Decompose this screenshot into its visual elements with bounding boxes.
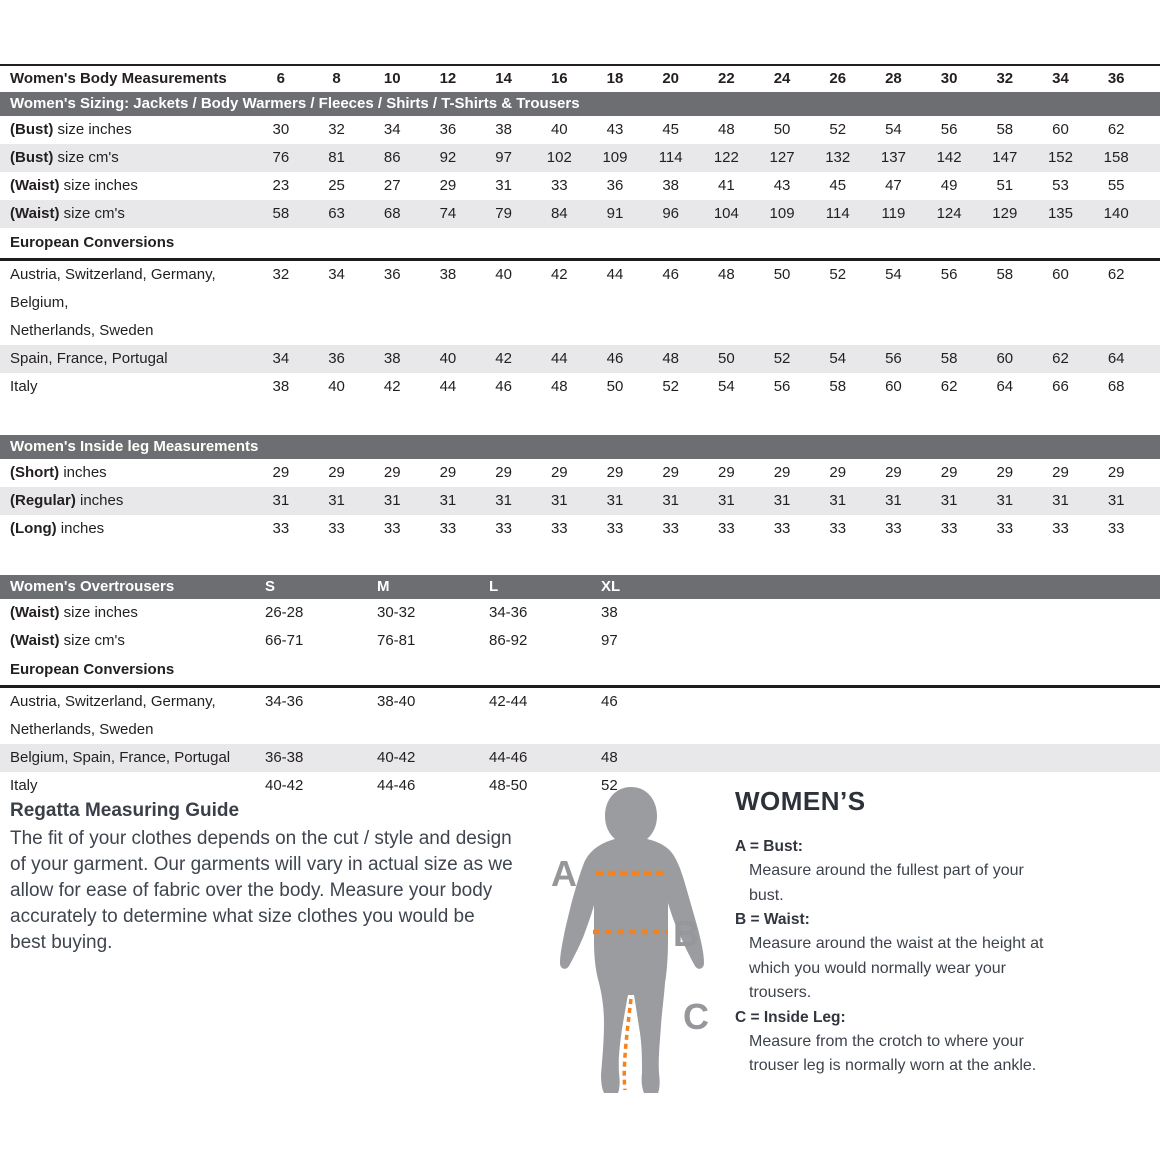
value-cell: 45 bbox=[662, 121, 679, 138]
row-label: Italy bbox=[10, 777, 38, 794]
value-cell: 31 bbox=[718, 492, 735, 509]
value-cell: 42 bbox=[383, 378, 401, 395]
value-cell: 114 bbox=[825, 205, 850, 222]
inside-leg-bar bbox=[0, 435, 1160, 459]
sizing-categories-bar bbox=[0, 92, 1160, 116]
value-cell: 58 bbox=[829, 378, 847, 395]
inside-leg-table bbox=[0, 435, 1160, 543]
size-column-header: 26 bbox=[829, 70, 847, 87]
row-label: (Regular) inches bbox=[10, 492, 124, 509]
value-cell: 29 bbox=[940, 464, 958, 481]
row-label: (Bust) size cm's bbox=[10, 149, 119, 166]
value-cell: 46 bbox=[662, 266, 679, 283]
row-label-line2: Netherlands, Sweden bbox=[10, 721, 154, 738]
value-cell: 33 bbox=[439, 520, 457, 537]
value-cell: 38 bbox=[439, 266, 457, 283]
value-cell: 86 bbox=[383, 149, 401, 166]
value-cell: 29 bbox=[1107, 464, 1125, 481]
size-column-header: 30 bbox=[940, 70, 958, 87]
value-cell: 29 bbox=[885, 464, 902, 481]
value-cell: 92 bbox=[439, 149, 457, 166]
row-label: (Waist) size cm's bbox=[10, 632, 125, 649]
value-cell: 142 bbox=[936, 149, 962, 166]
size-column-header: 16 bbox=[550, 70, 568, 87]
row-label: (Waist) size inches bbox=[10, 177, 138, 194]
value-cell: 29 bbox=[328, 464, 345, 481]
value-cell: 56 bbox=[773, 378, 791, 395]
value-cell: 36 bbox=[439, 121, 457, 138]
row-label: Belgium, Spain, France, Portugal bbox=[10, 749, 231, 766]
value-cell: 31 bbox=[383, 492, 401, 509]
instruction-desc: Measure around the fullest part of your bust. bbox=[749, 862, 1024, 904]
value-cell: 33 bbox=[383, 520, 401, 537]
value-cell: 50 bbox=[718, 350, 735, 367]
value-cell: 30-32 bbox=[377, 604, 416, 621]
value-cell: 33 bbox=[996, 520, 1014, 537]
instruction-desc: Measure around the waist at the height at which you would normally wear your trousers. bbox=[749, 935, 1044, 1001]
size-column-header: 8 bbox=[332, 70, 341, 87]
table-row bbox=[0, 116, 1160, 144]
row-label: Italy bbox=[10, 378, 38, 395]
measuring-guide-title: Regatta Measuring Guide bbox=[10, 800, 240, 821]
value-cell: 32 bbox=[328, 121, 345, 138]
value-cell: 33 bbox=[1052, 520, 1069, 537]
value-cell: 48 bbox=[718, 266, 735, 283]
value-cell: 62 bbox=[940, 378, 958, 395]
value-cell: 31 bbox=[495, 492, 512, 509]
value-cell: 33 bbox=[328, 520, 345, 537]
value-cell: 38-40 bbox=[377, 693, 416, 710]
value-cell: 40 bbox=[495, 266, 512, 283]
value-cell: 147 bbox=[992, 149, 1018, 166]
value-cell: 34 bbox=[328, 266, 345, 283]
value-cell: 60 bbox=[1052, 121, 1069, 138]
value-cell: 33 bbox=[940, 520, 958, 537]
inside-leg-measure-line bbox=[624, 999, 631, 1090]
value-cell: 50 bbox=[606, 378, 624, 395]
value-cell: 33 bbox=[1107, 520, 1125, 537]
size-column-header: 28 bbox=[885, 70, 902, 87]
value-cell: 109 bbox=[602, 149, 628, 166]
body-measurements-header-row bbox=[0, 66, 1160, 92]
value-cell: 62 bbox=[1107, 121, 1125, 138]
table-row bbox=[0, 459, 1160, 487]
value-cell: 31 bbox=[885, 492, 902, 509]
table-row bbox=[0, 261, 1160, 345]
overtrousers-table bbox=[0, 575, 1160, 800]
table-row bbox=[0, 744, 1160, 772]
value-cell: 31 bbox=[328, 492, 345, 509]
value-cell: 29 bbox=[495, 464, 512, 481]
value-cell: 52 bbox=[829, 121, 847, 138]
value-cell: 31 bbox=[495, 177, 512, 194]
value-cell: 29 bbox=[272, 464, 290, 481]
value-cell: 50 bbox=[773, 121, 791, 138]
row-label: Austria, Switzerland, Germany, Belgium, Netherlands, Sweden bbox=[0, 261, 253, 345]
value-cell: 33 bbox=[885, 520, 902, 537]
measurement-instructions bbox=[735, 786, 1155, 1079]
value-cell: 31 bbox=[606, 492, 624, 509]
size-column-header: 10 bbox=[383, 70, 401, 87]
figure-label-c: C bbox=[683, 996, 709, 1037]
table-title: Women's Body Measurements bbox=[10, 70, 227, 87]
value-cell: 42-44 bbox=[489, 693, 528, 710]
value-cell: 47 bbox=[885, 177, 902, 194]
value-cell: 81 bbox=[328, 149, 345, 166]
value-cell: 56 bbox=[885, 350, 902, 367]
value-cell: 33 bbox=[550, 177, 568, 194]
row-label: (Bust) size inches bbox=[10, 121, 132, 138]
value-cell: 53 bbox=[1052, 177, 1069, 194]
overtrousers-size-headers bbox=[253, 575, 701, 599]
inside-leg-rows bbox=[0, 459, 1160, 543]
size-header-cells bbox=[253, 66, 1144, 92]
value-cell: 52 bbox=[773, 350, 791, 367]
value-cell: 60 bbox=[996, 350, 1014, 367]
value-cell: 49 bbox=[940, 177, 958, 194]
value-cell: 38 bbox=[601, 604, 618, 621]
value-cell: 23 bbox=[272, 177, 290, 194]
overtrousers-european-conversions-heading: European Conversions bbox=[0, 655, 1160, 688]
row-label-line2: Netherlands, Sweden bbox=[10, 322, 154, 339]
value-cell: 104 bbox=[713, 205, 739, 222]
value-cell: 48 bbox=[662, 350, 679, 367]
size-column-header: L bbox=[489, 578, 499, 595]
value-cell: 86-92 bbox=[489, 632, 528, 649]
value-cell: 54 bbox=[829, 350, 847, 367]
european-conversion-rows bbox=[0, 261, 1160, 401]
value-cell: 43 bbox=[606, 121, 624, 138]
row-label: (Waist) size cm's bbox=[10, 205, 125, 222]
value-cell: 40-42 bbox=[377, 749, 416, 766]
figure-svg bbox=[543, 783, 721, 1113]
table-row bbox=[0, 515, 1160, 543]
value-cell: 29 bbox=[606, 464, 624, 481]
value-cell: 52 bbox=[662, 378, 679, 395]
value-cell: 29 bbox=[662, 464, 679, 481]
value-cell: 32 bbox=[272, 266, 290, 283]
value-cell: 122 bbox=[713, 149, 739, 166]
value-cell: 76-81 bbox=[377, 632, 416, 649]
value-cell: 54 bbox=[718, 378, 735, 395]
value-cell: 96 bbox=[662, 205, 679, 222]
value-cell: 40-42 bbox=[265, 777, 304, 794]
value-cell: 29 bbox=[718, 464, 735, 481]
table-row bbox=[0, 487, 1160, 515]
value-cell: 34-36 bbox=[265, 693, 304, 710]
body-measurements-table bbox=[0, 66, 1160, 401]
value-cell: 91 bbox=[606, 205, 624, 222]
value-cell: 127 bbox=[769, 149, 795, 166]
value-cell: 55 bbox=[1107, 177, 1125, 194]
value-cell: 33 bbox=[606, 520, 624, 537]
value-cell: 68 bbox=[383, 205, 401, 222]
value-cell: 135 bbox=[1047, 205, 1073, 222]
size-column-header: 36 bbox=[1107, 70, 1125, 87]
european-conversions-heading: European Conversions bbox=[0, 228, 1160, 261]
value-cell: 31 bbox=[272, 492, 290, 509]
instructions-heading: WOMEN’S bbox=[735, 786, 866, 816]
value-cell: 31 bbox=[940, 492, 958, 509]
value-cell: 31 bbox=[662, 492, 679, 509]
value-cell: 31 bbox=[773, 492, 791, 509]
value-cell: 48 bbox=[550, 378, 568, 395]
value-cell: 52 bbox=[601, 777, 618, 794]
value-cell: 29 bbox=[829, 464, 847, 481]
value-cell: 31 bbox=[550, 492, 568, 509]
value-cell: 29 bbox=[383, 464, 401, 481]
value-cell: 44 bbox=[606, 266, 624, 283]
value-cell: 44-46 bbox=[377, 777, 416, 794]
instruction-item-bust bbox=[735, 835, 1155, 908]
value-cell: 46 bbox=[495, 378, 512, 395]
value-cell: 56 bbox=[940, 121, 958, 138]
value-cell: 45 bbox=[829, 177, 847, 194]
table-row bbox=[0, 627, 1160, 655]
value-cell: 33 bbox=[272, 520, 290, 537]
value-cell: 31 bbox=[829, 492, 847, 509]
size-column-header: XL bbox=[601, 578, 621, 595]
value-cell: 62 bbox=[1052, 350, 1069, 367]
value-cell: 62 bbox=[1107, 266, 1125, 283]
value-cell: 38 bbox=[495, 121, 512, 138]
value-cell: 26-28 bbox=[265, 604, 304, 621]
value-cell: 40 bbox=[328, 378, 345, 395]
value-cell: 38 bbox=[662, 177, 679, 194]
table-row bbox=[0, 345, 1160, 373]
value-cell: 97 bbox=[495, 149, 512, 166]
size-column-header: M bbox=[377, 578, 390, 595]
value-cell: 44 bbox=[439, 378, 457, 395]
value-cell: 25 bbox=[328, 177, 345, 194]
inside-leg-bar-label: Women's Inside leg Measurements bbox=[10, 438, 259, 455]
value-cell: 58 bbox=[996, 266, 1014, 283]
instruction-item-waist bbox=[735, 908, 1155, 1006]
value-cell: 29 bbox=[996, 464, 1014, 481]
instruction-term: A = Bust: bbox=[735, 838, 803, 855]
row-label: (Long) inches bbox=[10, 520, 105, 537]
value-cell: 30 bbox=[272, 121, 290, 138]
value-cell: 36 bbox=[606, 177, 624, 194]
value-cell: 48 bbox=[718, 121, 735, 138]
value-cell: 36 bbox=[328, 350, 345, 367]
measuring-guide-text: The fit of your clothes depends on the cut / style and design of your garment. Our garments will vary in actual size as we allow for ease of fabric over the body. Measure your body accurately to determine what size clothes you would be best buying. bbox=[10, 828, 513, 953]
value-cell: 34-36 bbox=[489, 604, 528, 621]
value-cell: 34 bbox=[383, 121, 401, 138]
value-cell: 42 bbox=[550, 266, 568, 283]
value-cell: 44-46 bbox=[489, 749, 528, 766]
value-cell: 29 bbox=[439, 464, 457, 481]
value-cell: 40 bbox=[550, 121, 568, 138]
value-cell: 60 bbox=[1052, 266, 1069, 283]
value-cell: 68 bbox=[1107, 378, 1125, 395]
value-cell: 50 bbox=[773, 266, 791, 283]
figure-label-a: A bbox=[551, 853, 577, 894]
row-label: (Short) inches bbox=[10, 464, 107, 481]
value-cell: 129 bbox=[992, 205, 1018, 222]
value-cell: 29 bbox=[439, 177, 457, 194]
value-cell: 38 bbox=[383, 350, 401, 367]
value-cell: 119 bbox=[881, 205, 906, 222]
value-cell: 33 bbox=[829, 520, 847, 537]
value-cell: 124 bbox=[936, 205, 962, 222]
value-cell: 43 bbox=[773, 177, 791, 194]
instruction-term: B = Waist: bbox=[735, 911, 810, 928]
value-cell: 48 bbox=[601, 749, 618, 766]
size-column-header: 20 bbox=[662, 70, 679, 87]
size-column-header: 6 bbox=[276, 70, 286, 87]
measurement-figure bbox=[543, 783, 721, 1113]
value-cell: 114 bbox=[658, 149, 683, 166]
overtrousers-rows bbox=[0, 599, 1160, 655]
instruction-item-inside-leg bbox=[735, 1006, 1155, 1079]
table-row bbox=[0, 599, 1160, 627]
value-cell: 64 bbox=[996, 378, 1014, 395]
value-cell: 38 bbox=[272, 378, 290, 395]
value-cell: 44 bbox=[550, 350, 568, 367]
value-cell: 54 bbox=[885, 121, 902, 138]
value-cell: 58 bbox=[996, 121, 1014, 138]
value-cell: 33 bbox=[773, 520, 791, 537]
value-cell: 33 bbox=[550, 520, 568, 537]
value-cell: 33 bbox=[495, 520, 512, 537]
value-cell: 74 bbox=[439, 205, 457, 222]
value-cell: 27 bbox=[383, 177, 401, 194]
value-cell: 158 bbox=[1103, 149, 1129, 166]
value-cell: 152 bbox=[1047, 149, 1073, 166]
value-cell: 66-71 bbox=[265, 632, 304, 649]
value-cell: 29 bbox=[773, 464, 791, 481]
value-cell: 48-50 bbox=[489, 777, 528, 794]
size-column-header: 18 bbox=[606, 70, 624, 87]
overtrousers-bar bbox=[0, 575, 1160, 599]
value-cell: 60 bbox=[885, 378, 902, 395]
table-row bbox=[0, 688, 1160, 744]
measuring-guide bbox=[10, 800, 515, 956]
value-cell: 56 bbox=[940, 266, 958, 283]
size-chart-tables bbox=[0, 64, 1160, 800]
size-column-header: 34 bbox=[1052, 70, 1069, 87]
value-cell: 46 bbox=[606, 350, 624, 367]
value-cell: 76 bbox=[272, 149, 290, 166]
value-cell: 40 bbox=[439, 350, 457, 367]
overtrousers-bar-label: Women's Overtrousers bbox=[10, 578, 175, 595]
figure-label-b: B bbox=[673, 913, 699, 954]
value-cell: 36-38 bbox=[265, 749, 304, 766]
size-column-header: 22 bbox=[718, 70, 735, 87]
value-cell: 109 bbox=[769, 205, 795, 222]
value-cell: 79 bbox=[495, 205, 512, 222]
value-cell: 31 bbox=[996, 492, 1014, 509]
size-column-header: 32 bbox=[996, 70, 1014, 87]
row-label: Spain, France, Portugal bbox=[10, 350, 168, 367]
instruction-term: C = Inside Leg: bbox=[735, 1008, 846, 1026]
value-cell: 66 bbox=[1052, 378, 1069, 395]
table-row bbox=[0, 172, 1160, 200]
value-cell: 137 bbox=[880, 149, 906, 166]
size-column-header: S bbox=[265, 578, 276, 595]
instruction-desc: Measure from the crotch to where your trouser leg is normally worn at the ankle. bbox=[749, 1032, 1037, 1074]
value-cell: 46 bbox=[601, 693, 618, 710]
value-cell: 31 bbox=[439, 492, 457, 509]
value-cell: 97 bbox=[601, 632, 618, 649]
size-column-header: 24 bbox=[773, 70, 791, 87]
sizing-categories-label: Women's Sizing: Jackets / Body Warmers / Fleeces / Shirts / T-Shirts & Trousers bbox=[10, 95, 580, 112]
row-label: (Waist) size inches bbox=[10, 604, 138, 621]
value-cell: 33 bbox=[718, 520, 735, 537]
value-cell: 31 bbox=[1107, 492, 1125, 509]
value-cell: 54 bbox=[885, 266, 902, 283]
value-cell: 36 bbox=[383, 266, 401, 283]
value-cell: 33 bbox=[662, 520, 679, 537]
size-column-header: 14 bbox=[495, 70, 512, 87]
value-cell: 41 bbox=[718, 177, 735, 194]
size-column-header: 12 bbox=[439, 70, 457, 87]
body-measurement-rows bbox=[0, 116, 1160, 228]
table-row bbox=[0, 373, 1160, 401]
value-cell: 102 bbox=[546, 149, 572, 166]
table-row bbox=[0, 144, 1160, 172]
value-cell: 31 bbox=[1052, 492, 1069, 509]
value-cell: 132 bbox=[825, 149, 851, 166]
value-cell: 64 bbox=[1107, 350, 1125, 367]
value-cell: 84 bbox=[550, 205, 568, 222]
value-cell: 58 bbox=[940, 350, 958, 367]
value-cell: 140 bbox=[1103, 205, 1129, 222]
value-cell: 58 bbox=[272, 205, 290, 222]
value-cell: 51 bbox=[996, 177, 1014, 194]
table-row bbox=[0, 200, 1160, 228]
value-cell: 63 bbox=[328, 205, 345, 222]
value-cell: 42 bbox=[495, 350, 512, 367]
value-cell: 29 bbox=[1052, 464, 1069, 481]
row-label: Austria, Switzerland, Germany, Netherlands, Sweden bbox=[0, 688, 253, 744]
value-cell: 29 bbox=[550, 464, 568, 481]
value-cell: 34 bbox=[272, 350, 290, 367]
value-cell: 52 bbox=[829, 266, 847, 283]
